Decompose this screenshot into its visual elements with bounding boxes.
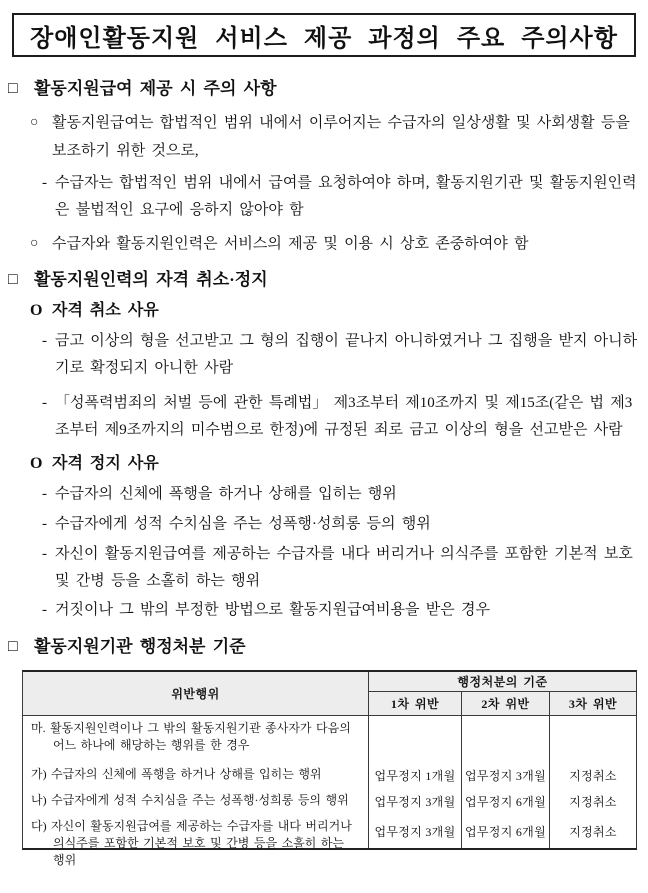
subsection-heading-text: 자격 정지 사유 [52, 455, 159, 472]
table-cell-label: 나) 수급자에게 성적 수치심을 주는 성폭행·성희롱 등의 행위 [31, 793, 349, 807]
table-header-2nd-violation: 2차 위반 [461, 692, 549, 716]
dash-bullet-icon: - [42, 175, 47, 191]
document-title-box [12, 13, 636, 57]
table-cell-sanction: 업무정지 3개월 [368, 788, 461, 814]
ring-bullet-icon: O [30, 302, 43, 319]
section-heading-text: 활동지원기관 행정처분 기준 [34, 637, 246, 656]
table-cell-sanction: 업무정지 6개월 [461, 814, 549, 848]
bullet-item [0, 109, 648, 165]
dash-item [0, 328, 648, 382]
table-header-violation: 위반행위 [23, 672, 368, 716]
table-header-3rd-violation: 3차 위반 [549, 692, 636, 716]
dash-bullet-icon: - [42, 395, 47, 411]
dash-item-text: 수급자의 신체에 폭행을 하거나 상해를 입히는 행위 [55, 486, 397, 502]
section-heading-text: 활동지원급여 제공 시 주의 사항 [34, 79, 277, 98]
table-cell-sanction [461, 716, 549, 762]
subsection-heading-revocation [0, 301, 648, 321]
section-heading-qualification [0, 269, 648, 290]
table-cell-sanction [368, 716, 461, 762]
square-bullet-icon: □ [8, 638, 18, 655]
table-cell-sanction [549, 716, 636, 762]
bullet-item [0, 230, 648, 258]
table-cell-sanction: 업무정지 1개월 [368, 762, 461, 788]
dash-bullet-icon: - [42, 546, 47, 562]
table-cell-sanction: 업무정지 3개월 [461, 762, 549, 788]
sanction-criteria-table [22, 670, 637, 867]
subsection-heading-text: 자격 취소 사유 [52, 302, 159, 319]
table-header-1st-violation: 1차 위반 [368, 692, 461, 716]
document-body [0, 57, 648, 893]
dash-item [0, 541, 648, 595]
dash-item-text: 거짓이나 그 밖의 부정한 방법으로 활동지원급여비용을 받은 경우 [55, 602, 490, 618]
dash-bullet-icon: - [42, 516, 47, 532]
dash-bullet-icon: - [42, 602, 47, 618]
dash-item-text: 「성폭력범죄의 처벌 등에 관한 특례법」 제3조부터 제10조까지 및 제15조(같은 법 제3조부터 제9조까지의 미수범으로 한정)에 규정된 죄로 금고 이상의 형을 선고받은 사람 [55, 395, 633, 438]
table-cell-sanction: 업무정지 3개월 [368, 814, 461, 848]
table-cell-sanction: 지정취소 [549, 762, 636, 788]
dash-item [0, 511, 648, 538]
dash-item-text: 자신이 활동지원급여를 제공하는 수급자를 내다 버리거나 의식주를 포함한 기본적 보호 및 간병 등을 소홀히 하는 행위 [55, 546, 633, 589]
table-cell-label: 다) 자신이 활동지원급여를 제공하는 수급자를 내다 버리거나 의식주를 포함한 기본적 보호 및 간병 등을 소홀히 하는 행위 [31, 819, 352, 867]
subsection-heading-suspension [0, 454, 648, 474]
table-cell-label: 마. 활동지원인력이나 그 밖의 활동지원기관 종사자가 다음의 어느 하나에 해당하는 행위를 한 경우 [31, 721, 351, 752]
dash-item-text: 수급자에게 성적 수치심을 주는 성폭행·성희롱 등의 행위 [55, 516, 431, 532]
square-bullet-icon: □ [8, 271, 18, 288]
bullet-item-text: 수급자와 활동지원인력은 서비스의 제공 및 이용 시 상호 존중하여야 함 [52, 236, 529, 252]
dash-item [0, 170, 648, 224]
circle-bullet-icon: ○ [30, 236, 39, 251]
section-heading-sanctions [0, 636, 648, 657]
ring-bullet-icon: O [30, 455, 43, 472]
section-heading-benefit-precautions [0, 78, 648, 99]
dash-item-text: 금고 이상의 형을 선고받고 그 형의 집행이 끝나지 아니하였거나 그 집행을 받지 아니하기로 확정되지 아니한 사람 [55, 333, 638, 376]
table-cell-sanction: 지정취소 [549, 814, 636, 848]
section-heading-text: 활동지원인력의 자격 취소·정지 [34, 270, 268, 289]
dash-item-text: 수급자는 합법적인 범위 내에서 급여를 요청하여야 하며, 활동지원기관 및 활동지원인력은 불법적인 요구에 응하지 않아야 함 [55, 175, 637, 218]
table-header-criteria: 행정처분의 기준 [368, 672, 636, 692]
document-title: 장애인활동지원 서비스 제공 과정의 주요 주의사항 [30, 25, 618, 52]
dash-bullet-icon: - [42, 486, 47, 502]
bullet-item-text: 활동지원급여는 합법적인 범위 내에서 이루어지는 수급자의 일상생활 및 사회생활 등을 보조하기 위한 것으로, [52, 115, 630, 159]
table-cell-label: 가) 수급자의 신체에 폭행을 하거나 상해를 입히는 행위 [31, 767, 322, 781]
circle-bullet-icon: ○ [30, 115, 39, 130]
table-cell-sanction: 업무정지 6개월 [461, 788, 549, 814]
dash-item [0, 481, 648, 508]
dash-item [0, 390, 648, 444]
dash-item [0, 597, 648, 624]
square-bullet-icon: □ [8, 80, 18, 97]
table-cell-sanction: 지정취소 [549, 788, 636, 814]
dash-bullet-icon: - [42, 333, 47, 349]
